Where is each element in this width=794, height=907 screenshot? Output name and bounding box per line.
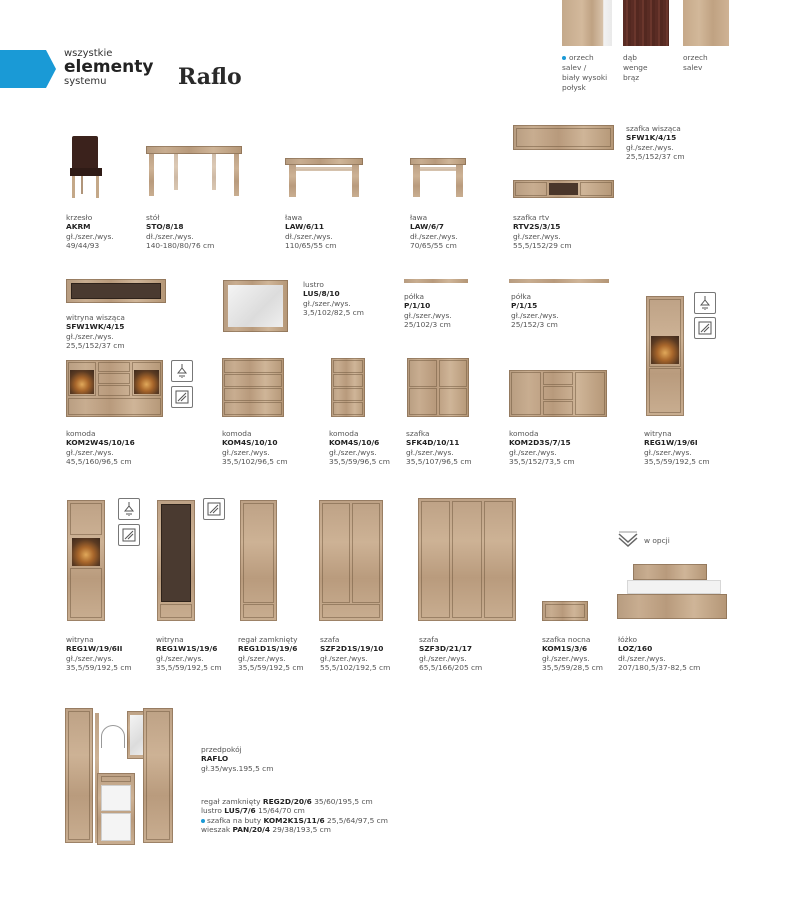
label-stol	[146, 213, 214, 251]
polka2-dimlabel: gł./szer./wys.	[511, 310, 559, 320]
swatch-3-line1: orzech	[683, 53, 708, 62]
reg1w1s-dims: 35,5/59/192,5 cm	[156, 663, 222, 673]
stol-dims: 140-180/80/76 cm	[146, 241, 215, 251]
sfw1wk-dimlabel: gł./szer./wys.	[66, 331, 114, 341]
stol-dimlabel: dł./szer./wys.	[146, 231, 194, 241]
part3-code: KOM2K1S/11/6	[263, 815, 325, 825]
label-reg1w1s	[156, 635, 222, 673]
header-line1: wszystkie	[64, 48, 113, 59]
szf3d-code: SZF3D/21/17	[419, 644, 472, 654]
kom1s-dimlabel: gł./szer./wys.	[542, 653, 590, 663]
shelf-1-image	[404, 279, 468, 283]
hallway-part-1	[201, 797, 388, 806]
lustro-type: lustro	[303, 280, 324, 289]
label-lawa2	[410, 213, 458, 251]
closed-shelf-image	[240, 500, 277, 621]
hanging-cabinet-image	[513, 125, 614, 150]
wardrobe-3d-image	[418, 498, 516, 621]
szf2d1s-dimlabel: gł./szer./wys.	[320, 653, 368, 663]
lustro-code: LUS/8/10	[303, 289, 340, 299]
krzeslo-dims: 49/44/93	[66, 241, 100, 251]
label-kom4s10	[222, 429, 288, 467]
cabinet-sfk4d-image	[407, 358, 469, 417]
hallway-set-image	[65, 705, 175, 845]
polka1-dims: 25/102/3 cm	[404, 320, 451, 330]
header-title	[64, 48, 153, 87]
part2-label: lustro	[201, 806, 222, 816]
kom4s10-type: komoda	[222, 429, 252, 438]
reg1w6i-type: witryna	[644, 429, 672, 438]
part1-label: regał zamknięty	[201, 797, 261, 806]
reg1w6ii-type: witryna	[66, 635, 94, 644]
part1-dims: 35/60/195,5 cm	[314, 797, 373, 806]
part3-dot	[201, 819, 205, 823]
swatch-1[interactable]	[562, 0, 612, 46]
header-line3: systemu	[64, 76, 107, 87]
krzeslo-dimlabel: gł./szer./wys.	[66, 231, 114, 241]
label-kom2w4s	[66, 429, 135, 467]
lamp-icon	[118, 498, 140, 520]
swatch-1-line1: orzech	[569, 53, 594, 62]
glass-icon	[694, 317, 716, 339]
label-szf3d	[419, 635, 482, 673]
szf2d1s-type: szafa	[320, 635, 340, 644]
reg1d1s-type: regał zamknięty	[238, 635, 298, 644]
mirror-image	[223, 280, 288, 332]
label-sfw1wk	[66, 313, 125, 351]
szf2d1s-dims: 55,5/102/192,5 cm	[320, 663, 391, 673]
przedpokoj-type: przedpokój	[201, 745, 242, 754]
bed-image	[617, 564, 727, 621]
label-reg1w6ii	[66, 635, 132, 673]
loz-code: LOZ/160	[618, 644, 653, 654]
polka2-code: P/1/15	[511, 301, 538, 311]
sfw1wk-type: witryna wisząca	[66, 313, 125, 322]
header-line2: elementy	[64, 57, 154, 77]
polka1-type: półka	[404, 292, 424, 301]
label-kom2d3s	[509, 429, 575, 467]
lawa1-code: LAW/6/11	[285, 222, 325, 232]
polka2-dims: 25/152/3 cm	[511, 320, 558, 330]
kom4s6-dimlabel: gł./szer./wys.	[329, 447, 377, 457]
option-icon	[617, 530, 637, 550]
krzeslo-type: krzesło	[66, 213, 93, 222]
kom4s10-dimlabel: gł./szer./wys.	[222, 447, 270, 457]
label-polka1	[404, 292, 452, 330]
dresser-kom4s6-image	[331, 358, 365, 417]
kom4s10-code: KOM4S/10/10	[222, 438, 278, 448]
reg1w6ii-code: REG1W/19/6II	[66, 644, 123, 654]
swatch-1-label	[562, 53, 607, 93]
loz-dims: 207/180,5/37-82,5 cm	[618, 663, 701, 673]
lawa1-dimlabel: dł./szer./wys.	[285, 231, 333, 241]
szf2d1s-code: SZF2D1S/19/10	[320, 644, 384, 654]
sfk4d-type: szafka	[406, 429, 430, 438]
shelf-2-image	[509, 279, 609, 283]
dresser-kom2d3s-image	[509, 370, 607, 417]
sfw1k-code: SFW1K/4/15	[626, 133, 677, 143]
kom1s-type: szafka nocna	[542, 635, 591, 644]
swatch-3-label	[683, 53, 708, 73]
label-loz	[618, 635, 700, 673]
stol-code: STO/8/18	[146, 222, 184, 232]
kom2d3s-dims: 35,5/152/73,5 cm	[509, 457, 575, 467]
label-sfw1k	[626, 124, 685, 162]
lustro-dims: 3,5/102/82,5 cm	[303, 308, 364, 318]
kom2w4s-dimlabel: gł./szer./wys.	[66, 447, 114, 457]
hallway-part-3	[201, 816, 388, 825]
reg1w1s-code: REG1W1S/19/6	[156, 644, 218, 654]
przedpokoj-code: RAFLO	[201, 754, 229, 764]
reg1d1s-dims: 35,5/59/192,5 cm	[238, 663, 304, 673]
reg1w6ii-dimlabel: gł./szer./wys.	[66, 653, 114, 663]
rtv-dimlabel: gł./szer./wys.	[513, 231, 561, 241]
lawa2-type: ława	[410, 213, 428, 222]
sfk4d-code: SFK4D/10/11	[406, 438, 460, 448]
dresser-kom2w4s-image	[66, 360, 163, 417]
sfw1wk-code: SFW1WK/4/15	[66, 322, 125, 332]
swatch-2-label	[623, 53, 648, 83]
label-krzeslo	[66, 213, 114, 251]
swatch-2-line2: wenge	[623, 63, 648, 72]
reg1w1s-type: witryna	[156, 635, 184, 644]
part1-code: REG2D/20/6	[262, 797, 312, 806]
rtv-dims: 55,5/152/29 cm	[513, 241, 572, 251]
header-arrow-badge	[0, 50, 56, 88]
kom2w4s-code: KOM2W4S/10/16	[66, 438, 135, 448]
lawa1-type: ława	[285, 213, 303, 222]
swatch-1-line2: salev /	[562, 63, 587, 72]
label-polka2	[511, 292, 559, 330]
szf3d-type: szafa	[419, 635, 439, 644]
rtv-type: szafka rtv	[513, 213, 550, 222]
szf3d-dims: 65,5/166/205 cm	[419, 663, 483, 673]
kom1s-dims: 35,5/59/28,5 cm	[542, 663, 603, 673]
kom1s-code: KOM1S/3/6	[542, 644, 588, 654]
krzeslo-code: AKRM	[66, 222, 91, 232]
brand-logo: Raflo	[178, 64, 242, 90]
nightstand-image	[542, 601, 588, 621]
hallway-parts-list	[201, 797, 388, 835]
kom4s6-type: komoda	[329, 429, 359, 438]
chair-image	[66, 136, 110, 200]
rtv-code: RTV2S/3/15	[513, 222, 561, 232]
polka1-dimlabel: gł./szer./wys.	[404, 310, 452, 320]
sfk4d-dims: 35,5/107/96,5 cm	[406, 457, 472, 467]
label-reg1w6i	[644, 429, 710, 467]
kom4s6-code: KOM4S/10/6	[329, 438, 380, 448]
lustro-dimlabel: gł./szer./wys.	[303, 298, 351, 308]
label-kom4s6	[329, 429, 390, 467]
part4-dims: 29/38/193,5 cm	[272, 825, 331, 835]
swatch-dot	[562, 56, 566, 60]
sfw1k-dims: 25,5/152/37 cm	[626, 152, 685, 162]
loz-dimlabel: dł./szer./wys.	[618, 653, 666, 663]
part4-code: PAN/20/4	[232, 825, 271, 835]
swatch-3[interactable]	[683, 0, 729, 46]
kom2d3s-type: komoda	[509, 429, 539, 438]
sfw1k-dimlabel: gł./szer./wys.	[626, 142, 674, 152]
reg1d1s-code: REG1D1S/19/6	[238, 644, 298, 654]
swatch-1-line3: biały wysoki	[562, 73, 608, 82]
sfw1k-type: szafka wisząca	[626, 124, 681, 133]
glass-icon	[118, 524, 140, 546]
swatch-2-line3: brąz	[623, 73, 640, 82]
swatch-1-line4: połysk	[562, 83, 586, 92]
kom2d3s-dimlabel: gł./szer./wys.	[509, 447, 557, 457]
reg1w6i-code: REG1W/19/6I	[644, 438, 698, 448]
part4-label: wieszak	[201, 825, 231, 835]
kom4s10-dims: 35,5/102/96,5 cm	[222, 457, 288, 467]
swatch-3-line2: salev	[683, 63, 703, 72]
label-reg1d1s	[238, 635, 304, 673]
reg1w6ii-dims: 35,5/59/192,5 cm	[66, 663, 132, 673]
sfw1wk-dims: 25,5/152/37 cm	[66, 341, 125, 351]
option-label: w opcji	[644, 536, 670, 545]
sfk4d-dimlabel: gł./szer./wys.	[406, 447, 454, 457]
label-przedpokoj	[201, 745, 273, 773]
glass-icon	[171, 386, 193, 408]
label-lustro	[303, 280, 364, 318]
reg1d1s-dimlabel: gł./szer./wys.	[238, 653, 286, 663]
display-cabinet-6ii-image	[67, 500, 105, 621]
reg1w6i-dims: 35,5/59/192,5 cm	[644, 457, 710, 467]
kom4s6-dims: 35,5/59/96,5 cm	[329, 457, 390, 467]
part3-dims: 25,5/64/97,5 cm	[327, 815, 388, 825]
coffee-table-1-image	[285, 158, 363, 198]
part2-dims: 15/64/70 cm	[258, 806, 305, 816]
display-cabinet-1s-image	[157, 500, 195, 621]
lamp-icon	[171, 360, 193, 382]
lawa1-dims: 110/65/55 cm	[285, 241, 337, 251]
display-cabinet-6i-image	[646, 296, 684, 416]
wardrobe-2d-image	[319, 500, 383, 621]
lamp-icon	[694, 292, 716, 314]
part2-code: LUS/7/6	[224, 806, 256, 816]
swatch-2-line1: dąb	[623, 53, 637, 62]
hallway-part-4	[201, 825, 388, 834]
table-image	[146, 146, 242, 198]
kom2d3s-code: KOM2D3S/7/15	[509, 438, 571, 448]
lawa2-dimlabel: dł./szer./wys.	[410, 231, 458, 241]
label-sfk4d	[406, 429, 472, 467]
part3-label: szafka na buty	[207, 815, 262, 825]
glass-icon	[203, 498, 225, 520]
hanging-display-image	[66, 279, 166, 303]
polka1-code: P/1/10	[404, 301, 431, 311]
kom2w4s-type: komoda	[66, 429, 96, 438]
dresser-kom4s10-image	[222, 358, 284, 417]
stol-type: stół	[146, 213, 160, 222]
tv-cabinet-image	[513, 180, 614, 198]
lawa2-dims: 70/65/55 cm	[410, 241, 457, 251]
label-szf2d1s	[320, 635, 390, 673]
polka2-type: półka	[511, 292, 531, 301]
swatch-2[interactable]	[623, 0, 669, 46]
loz-type: łóżko	[618, 635, 638, 644]
kom2w4s-dims: 45,5/160/96,5 cm	[66, 457, 132, 467]
szf3d-dimlabel: gł./szer./wys.	[419, 653, 467, 663]
label-kom1s	[542, 635, 603, 673]
label-rtv	[513, 213, 572, 251]
reg1w1s-dimlabel: gł./szer./wys.	[156, 653, 204, 663]
lawa2-code: LAW/6/7	[410, 222, 444, 232]
hallway-part-2	[201, 806, 388, 815]
reg1w6i-dimlabel: gł./szer./wys.	[644, 447, 692, 457]
label-lawa1	[285, 213, 337, 251]
przedpokoj-dims: gł.35/wys.195,5 cm	[201, 763, 274, 773]
coffee-table-2-image	[410, 158, 466, 198]
